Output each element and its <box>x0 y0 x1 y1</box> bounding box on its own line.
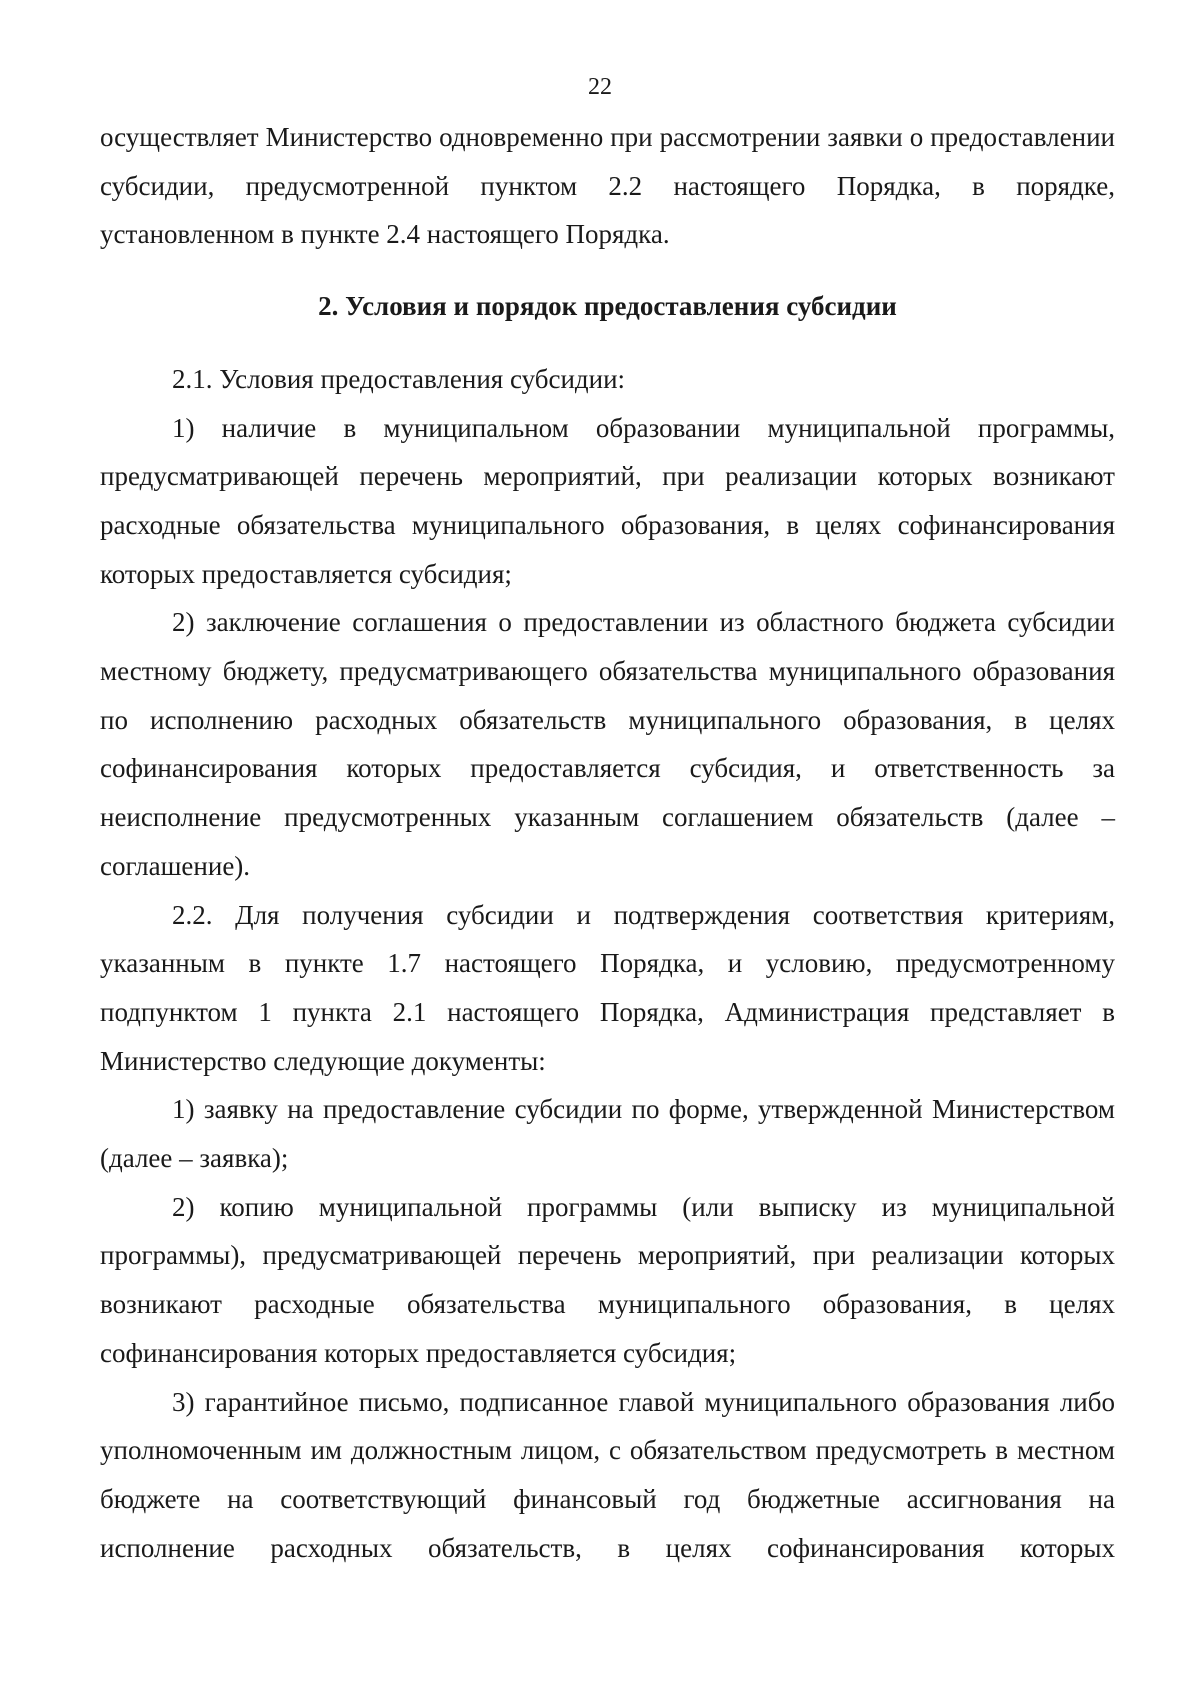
continuation-paragraph: осуществляет Министерство одновременно при рассмотрении заявки о предоставлении субсидии, предусмотренной пунктом 2.2 настоящего Порядка, в порядке, установленном в пункте 2.4 настоящего Порядка. <box>100 122 1115 250</box>
paragraph-2-1-item-1: 1) наличие в муниципальном образовании муниципальной программы, предусматривающей перечень мероприятий, при реализации которых возникают расходные обязательства муниципального образования, в целях софинансирования которых предоставляется субсидия; <box>100 412 1115 589</box>
paragraph-2-2-item-3: 3) гарантийное письмо, подписанное главой муниципального образования либо уполномоченным им должностным лицом, с обязательством предусмотреть в местном бюджете на соответствующий финансовый год бюджетные ассигнования на исполнение расходных обязательств, в целях софинансирования которых <box>100 1386 1115 1563</box>
paragraph-2-2-item-2: 2) копию муниципальной программы (или выписку из муниципальной программы), предусматривающей перечень мероприятий, при реализации которых возникают расходные обязательства муниципального образования, в целях софинансирования которых предоставляется субсидия; <box>100 1191 1115 1368</box>
paragraph-2-1-item-2: 2) заключение соглашения о предоставлении из областного бюджета субсидии местному бюджету, предусматривающего обязательства муниципального образования по исполнению расходных обязательств муниципального образования, в целях софинансирования которых предоставляется субсидия, и ответственность за неисполнение предусмотренных указанным соглашением обязательств (далее – соглашение). <box>100 607 1115 881</box>
section-heading: 2. Условия и порядок предоставления субсидии <box>318 291 897 322</box>
document-body <box>100 113 1115 1572</box>
paragraph-2-1: 2.1. Условия предоставления субсидии: <box>172 363 626 394</box>
paragraph-2-2: 2.2. Для получения субсидии и подтверждения соответствия критериям, указанным в пункте 1.7 настоящего Порядка, и условию, предусмотренному подпунктом 1 пункта 2.1 настоящего Порядка, Администрация представляет в Министерство следующие документы: <box>100 899 1115 1076</box>
page-number: 22 <box>588 74 612 100</box>
paragraph-2-2-item-1: 1) заявку на предоставление субсидии по форме, утвержденной Министерством (далее – заявка); <box>100 1094 1115 1174</box>
